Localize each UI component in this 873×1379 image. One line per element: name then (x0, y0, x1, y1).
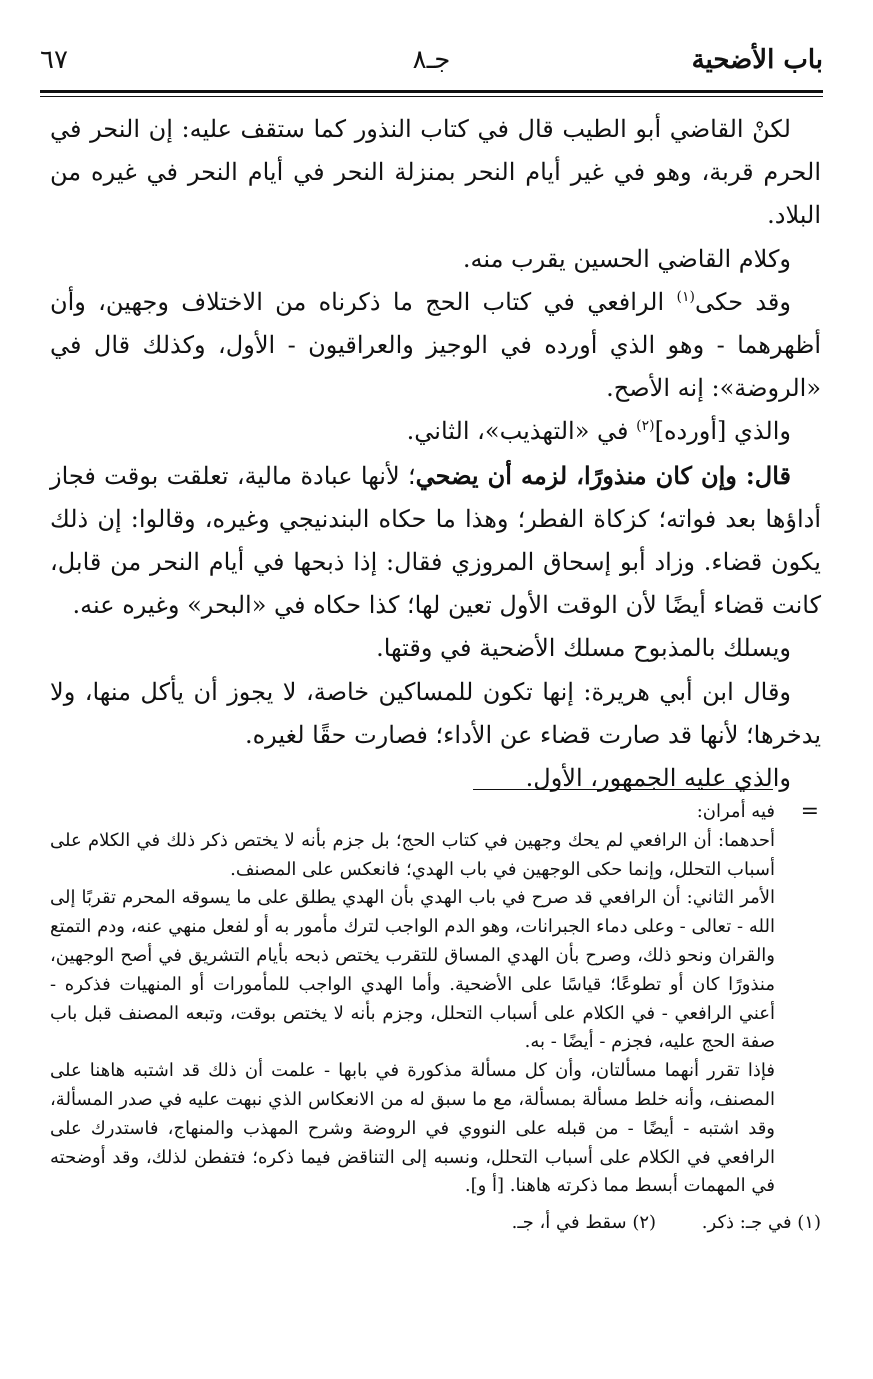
footnote-ref: (٢) (636, 418, 655, 435)
footnote-1: (١) في جـ: ذكر. (701, 1212, 821, 1234)
paragraph: ويسلك بالمذبوح مسلك الأضحية في وقتها. (376, 634, 791, 663)
paragraph: وكلام القاضي الحسين يقرب منه. (462, 244, 791, 273)
footnote-continuation (50, 798, 821, 1201)
footnote-line: فإذا تقرر أنهما مسألتان، وأن كل مسألة مذكورة في بابها - علمت أن ذلك قد اشتبه هاهنا على المصنف، وأنه خلط مسألة بمسألة، مع ما سبق له من الانعكاس الذي نبهت عليه في صدر المسألة، وقد اشتبه - أيضًا - من قبله على النووي في الروضة وشرح المهذب والمنهاج، فاستدرك على الرافعي في الكلام على أسباب التحلل، ونسبه إلى التناقض فيما ذكره؛ فتفطن لذلك، وقد أوضحته في المهمات أبسط مما ذكرته هاهنا. [أ و]. (50, 1060, 775, 1197)
chapter-title: باب الأضحية (691, 45, 823, 75)
header-rule-thick (40, 90, 823, 93)
paragraph-text: ؛ لأنها عبادة مالية، تعلقت بوقت فجاز أداؤها بعد فواته؛ كزكاة الفطر؛ وهذا ما حكاه البندنيجي وغيره، وقالوا: إن ذلك يكون قضاء. وزاد أبو إسحاق المروزي فقال: إذا ذبحها في أيام النحر من قابل، كانت قضاء أيضًا لأن الوقت الأول تعين لها؛ كذا حكاه في «البحر» وغيره عنه. (50, 461, 821, 620)
paragraph-text: الرافعي في كتاب الحج ما ذكرناه من الاختلاف وجهين، وأن أظهرهما - وهو الذي أورده في الوجيز والعراقيون - الأول، وكذلك قال في «الروضة»: إنه الأصح. (50, 287, 821, 403)
paragraph: لكنْ القاضي أبو الطيب قال في كتاب النذور كما ستقف عليه: إن النحر في الحرم قربة، وهو في غير أيام النحر بمنزلة النحر في أيام النحر في غيره من البلاد. (50, 115, 821, 230)
footnote-separator (473, 789, 773, 790)
paragraph-text: في «التهذيب»، الثاني. (406, 417, 637, 446)
footnote-ref: (١) (676, 288, 695, 305)
volume-label: جـ٨ (412, 45, 451, 75)
paragraph (50, 410, 821, 453)
header-rule-thin (40, 96, 823, 97)
footnote-notes (50, 1209, 821, 1237)
matn-quote: قال: وإن كان منذورًا، لزمه أن يضحي (415, 460, 792, 490)
paragraph: وقال ابن أبي هريرة: إنها تكون للمساكين خاصة، لا يجوز أن يأكل منها، ولا يدخرها؛ لأنها قد صارت قضاء عن الأداء؛ فصارت حقًا لغيره. (50, 677, 821, 749)
paragraph-text: وقد حكى (694, 287, 791, 316)
continuation-mark: = (800, 799, 819, 824)
footnote-line: فيه أمران: (696, 801, 775, 822)
main-text (50, 108, 821, 800)
running-header (40, 40, 823, 88)
page-number: ٦٧ (40, 45, 68, 75)
footnotes (50, 798, 821, 1237)
footnote-line: أحدهما: أن الرافعي لم يحك وجهين في كتاب الحج؛ بل جزم بأنه لا يختص ذكر ذلك في الكلام على أسباب التحلل، وإنما حكى الوجهين في باب الهدي؛ فانعكس على المصنف. (50, 829, 775, 880)
paragraph: والذي عليه الجمهور، الأول. (525, 764, 791, 793)
footnote-2: (٢) سقط في أ، جـ. (511, 1212, 657, 1234)
paragraph (50, 281, 821, 411)
footnote-line: الأمر الثاني: أن الرافعي قد صرح في باب الهدي بأن الهدي يطلق على ما يسوقه المحرم تقربًا إلى الله - تعالى - وعلى دماء الجبرانات، وهو الدم الواجب لترك مأمور به أو لفعل منهي عنه، ودم التمتع والقران ونحو ذلك، وصرح بأن الهدي المساق للتقرب يختص ذبحه بأيام التشريق في أصح الوجهين، منذورًا كان أو تطوعًا؛ قياسًا على الأضحية. وأما الهدي الواجب للمأمورات أو المنهيات فذكره - أعني الرافعي - في الكلام على أسباب التحلل، وجزم بأنه لا يختص بوقت، وتبعه المصنف قبل باب صفة الحج عليه، فجزم - أيضًا - به. (50, 887, 775, 1053)
paragraph-text: والذي [أورده] (654, 417, 791, 446)
paragraph (50, 454, 821, 628)
